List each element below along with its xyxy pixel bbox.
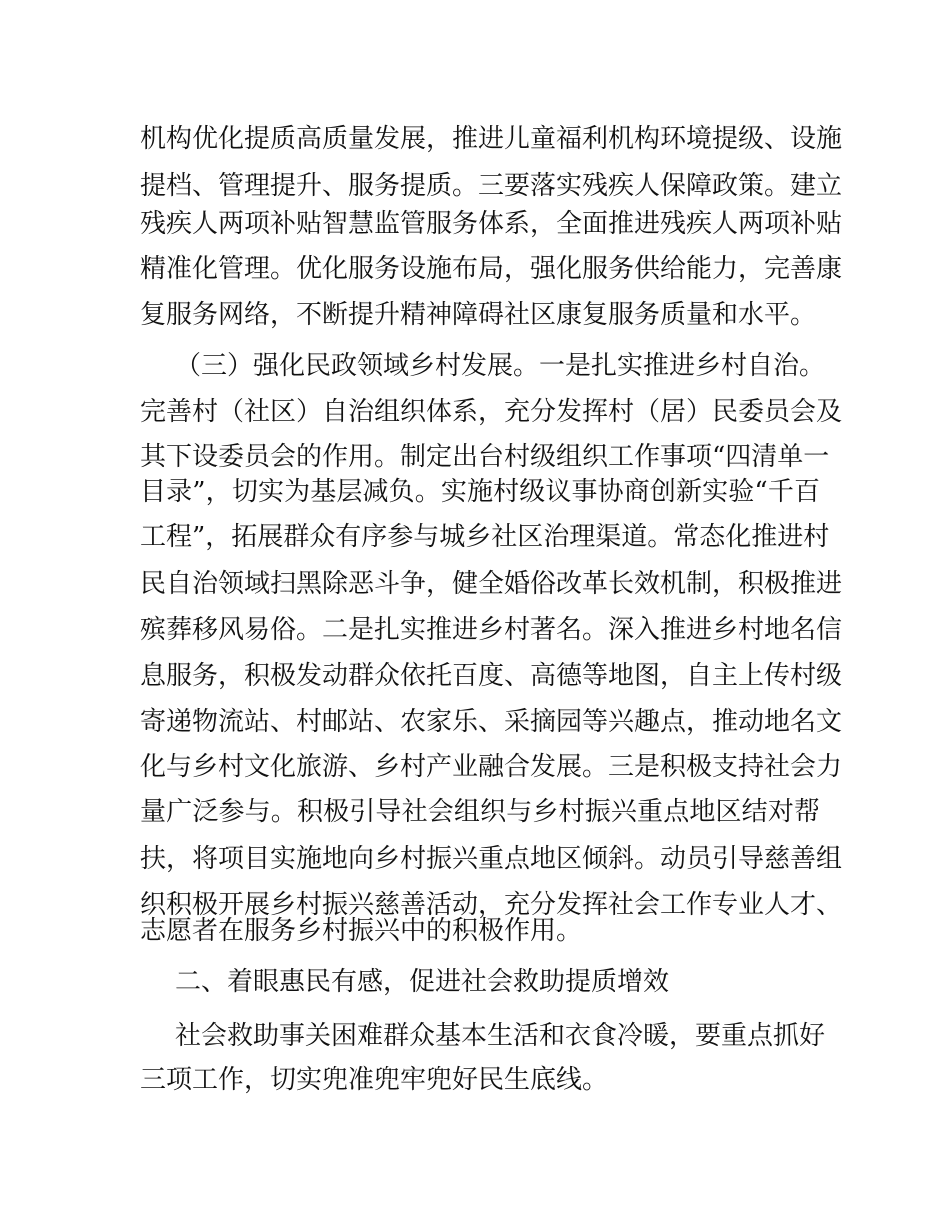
text-line-10: 工程”，拓展群众有序参与城乡社区治理渠道。常态化推进村	[140, 522, 830, 552]
text-line-2: 提档、管理提升、服务提质。三要落实残疾人保障政策。建立	[140, 171, 843, 201]
text-line-7: 完善村（社区）自治组织体系，充分发挥村（居）民委员会及	[140, 397, 843, 427]
text-line-13: 息服务，积极发动群众依托百度、高德等地图，自主上传村级	[140, 661, 843, 691]
text-line-19: 志愿者在服务乡村振兴中的积极作用。	[140, 916, 583, 946]
chapter-heading-two: 二、着眼惠民有感，促进社会救助提质增效	[175, 967, 670, 997]
text-line-11: 民自治领域扫黑除恶斗争，健全婚俗改革长效机制，积极推进	[140, 569, 843, 599]
section-heading-three: （三）强化民政领域乡村发展。一是扎实推进乡村自治。	[175, 351, 826, 381]
text-line-17: 扶，将项目实施地向乡村振兴重点地区倾斜。动员引导慈善组	[140, 844, 843, 874]
text-line-18: 织积极开展乡村振兴慈善活动，充分发挥社会工作专业人才、	[140, 890, 843, 920]
text-line-12: 殡葬移风易俗。二是扎实推进乡村著名。深入推进乡村地名信	[140, 615, 843, 645]
text-line-3: 残疾人两项补贴智慧监管服务体系，全面推进残疾人两项补贴	[140, 209, 843, 239]
text-line-22: 三项工作，切实兜准兜牢兜好民生底线。	[140, 1065, 609, 1095]
text-line-9: 目录”，切实为基层减负。实施村级议事协商创新实验“千百	[140, 477, 820, 507]
text-line-4: 精准化管理。优化服务设施布局，强化服务供给能力，完善康	[140, 254, 843, 284]
text-line-15: 化与乡村文化旅游、乡村产业融合发展。三是积极支持社会力	[140, 752, 843, 782]
text-line-8: 其下设委员会的作用。制定出台村级组织工作事项“四清单一	[140, 442, 830, 472]
text-line-21: 社会救助事关困难群众基本生活和衣食冷暖，要重点抓好	[175, 1021, 826, 1051]
text-line-1: 机构优化提质高质量发展，推进儿童福利机构环境提级、设施	[140, 124, 843, 154]
text-line-16: 量广泛参与。积极引导社会组织与乡村振兴重点地区结对帮	[140, 797, 820, 827]
text-line-14: 寄递物流站、村邮站、农家乐、采摘园等兴趣点，推动地名文	[140, 707, 843, 737]
text-line-5: 复服务网络，不断提升精神障碍社区康复服务质量和水平。	[140, 300, 817, 330]
